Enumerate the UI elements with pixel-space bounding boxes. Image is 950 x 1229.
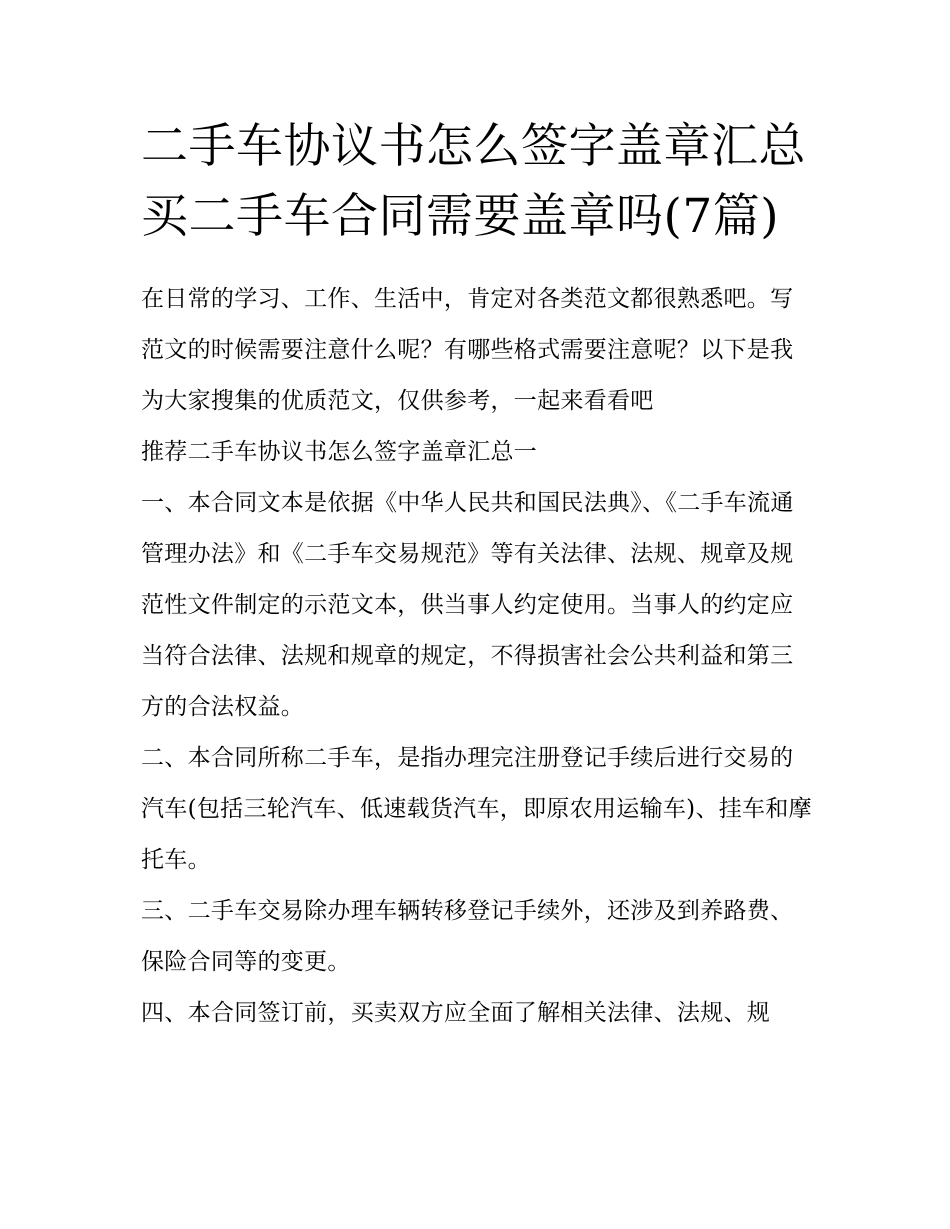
clause-paragraph-2: 二、本合同所称二手车，是指办理完注册登记手续后进行交易的汽车(包括三轮汽车、低速载货汽车，即原农用运输车)、挂车和摩托车。 xyxy=(141,745,812,873)
document-title: 二手车协议书怎么签字盖章汇总 买二手车合同需要盖章吗(7篇) xyxy=(141,119,806,244)
document-content xyxy=(141,112,816,1039)
document-body xyxy=(141,274,816,1039)
intro-paragraph: 在日常的学习、工作、生活中，肯定对各类范文都很熟悉吧。写范文的时候需要注意什么呢？有哪些格式需要注意呢？以下是我为大家搜集的优质范文，仅供参考，一起来看看吧 xyxy=(141,286,794,414)
clause-paragraph-3: 三、二手车交易除办理车辆转移登记手续外，还涉及到养路费、保险合同等的变更。 xyxy=(141,898,794,975)
section-heading: 推荐二手车协议书怎么签字盖章汇总一 xyxy=(141,439,538,465)
clause-paragraph-1: 一、本合同文本是依据《中华人民共和国民法典》、《二手车流通管理办法》和《二手车交易规范》等有关法律、法规、规章及规范性文件制定的示范文本，供当事人约定使用。当事人的约定应当符合法律、法规和规章的规定，不得损害社会公共利益和第三方的合法权益。 xyxy=(141,490,794,720)
clause-paragraph-4: 四、本合同签订前，买卖双方应全面了解相关法律、法规、规 xyxy=(141,1000,771,1026)
